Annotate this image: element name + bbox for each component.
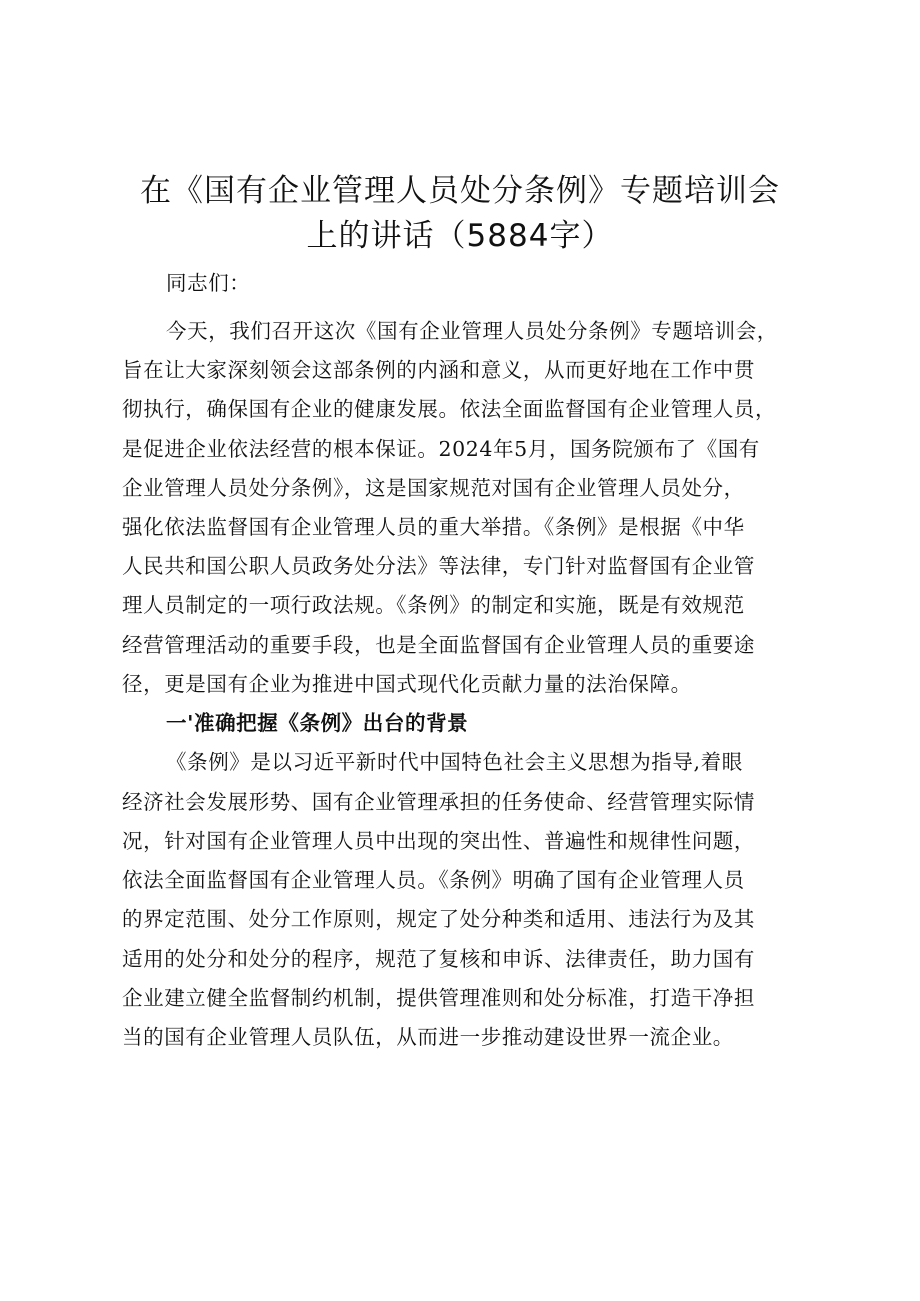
paragraph-2-line-6: 适用的处分和处分的程序，规范了复核和申诉、法律责任，助力国有 — [122, 947, 755, 971]
paragraph-1-line-10: 径，更是国有企业为推进中国式现代化贡献力量的法治保障。 — [122, 672, 692, 696]
salutation: 同志们： — [166, 271, 251, 295]
paragraph-1-line-7: 人民共和国公职人员政务处分法》等法律，专门针对监督国有企业管 — [122, 554, 755, 578]
paragraph-1-line-9: 经营管理活动的重要手段，也是全面监督国有企业管理人员的重要途 — [122, 633, 755, 657]
paragraph-1-line-6: 强化依法监督国有企业管理人员的重大举措。《条例》是根据《中华 — [122, 515, 745, 539]
paragraph-2-line-5: 的界定范围、处分工作原则，规定了处分种类和适用、违法行为及其 — [122, 907, 755, 931]
paragraph-1-line-8: 理人员制定的一项行政法规。《条例》的制定和实施，既是有效规范 — [122, 593, 745, 617]
section-heading-1: 一'准确把握《条例》出台的背景 — [166, 711, 469, 735]
paragraph-1-line-4: 是促进企业依法经营的根本保证。2024年5月，国务院颁布了《国有 — [122, 437, 760, 461]
paragraph-1-line-3: 彻执行，确保国有企业的健康发展。依法全面监督国有企业管理人员， — [122, 397, 777, 421]
paragraph-1-line-5: 企业管理人员处分条例》，这是国家规范对国有企业管理人员处分， — [122, 476, 745, 500]
paragraph-2-line-2: 经济社会发展形势、国有企业管理承担的任务使命、经营管理实际情 — [122, 790, 755, 814]
paragraph-2-line-8: 当的国有企业管理人员队伍，从而进一步推动建设世界一流企业。 — [122, 1025, 734, 1049]
paragraph-2-line-3: 况，针对国有企业管理人员中出现的突出性、普遍性和规律性问题， — [122, 829, 755, 853]
paragraph-2-line-1: 《条例》是以习近平新时代中国特色社会主义思想为指导,着眼 — [166, 750, 743, 774]
paragraph-1-line-2: 旨在让大家深刻领会这部条例的内涵和意义，从而更好地在工作中贯 — [122, 358, 755, 382]
document-title-line-2: 上的讲话（5884字） — [306, 218, 614, 254]
document-title-line-1: 在《国有企业管理人员处分条例》专题培训会 — [140, 173, 780, 209]
paragraph-2-line-7: 企业建立健全监督制约机制，提供管理准则和处分标准，打造干净担 — [122, 986, 755, 1010]
paragraph-1-line-1: 今天，我们召开这次《国有企业管理人员处分条例》专题培训会， — [166, 319, 778, 343]
paragraph-2-line-4: 依法全面监督国有企业管理人员。《条例》明确了国有企业管理人员 — [122, 868, 745, 892]
